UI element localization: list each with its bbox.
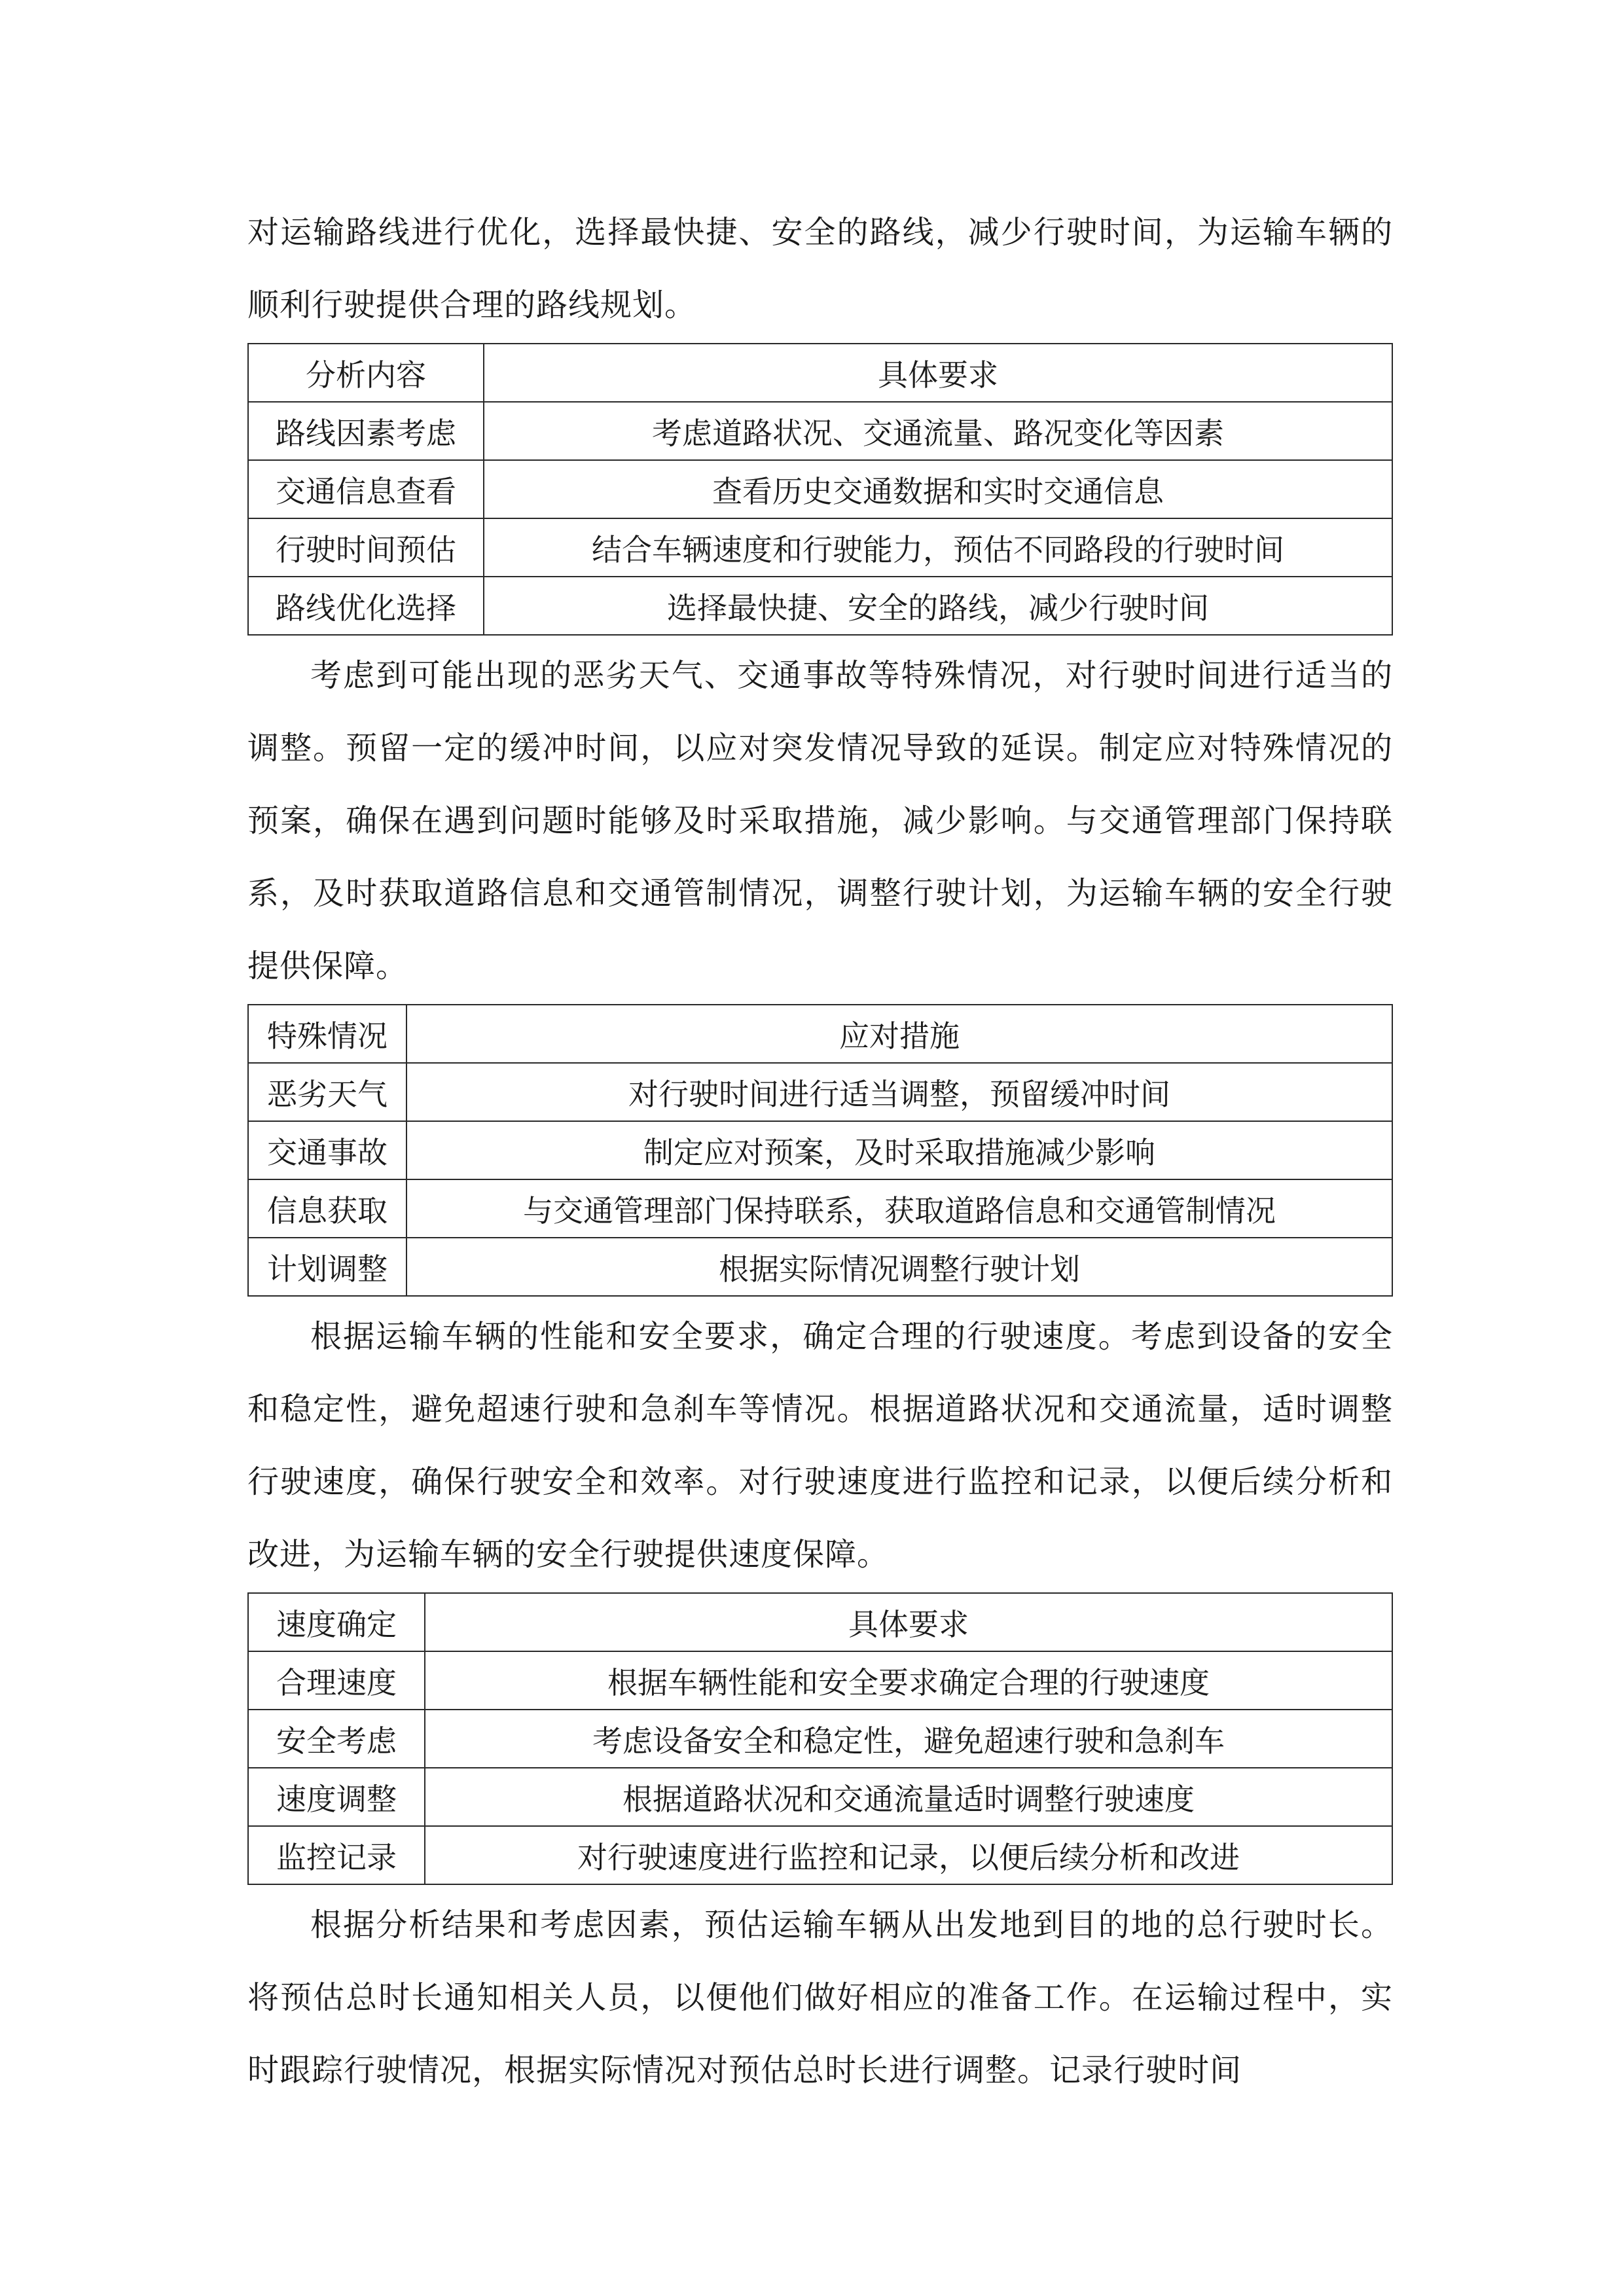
table-route-analysis bbox=[247, 343, 1393, 636]
table-cell: 选择最快捷、安全的路线，减少行驶时间 bbox=[484, 577, 1392, 635]
table-cell: 信息获取 bbox=[248, 1179, 406, 1238]
table-cell: 路线优化选择 bbox=[248, 577, 484, 635]
table-cell: 恶劣天气 bbox=[248, 1063, 406, 1121]
table-cell: 交通事故 bbox=[248, 1121, 406, 1179]
document-page bbox=[247, 196, 1393, 2107]
table-header-cell: 具体要求 bbox=[425, 1593, 1392, 1651]
table-cell: 行驶时间预估 bbox=[248, 518, 484, 577]
table-cell: 安全考虑 bbox=[248, 1710, 425, 1768]
table-row bbox=[248, 1238, 1392, 1296]
table-header-cell: 速度确定 bbox=[248, 1593, 425, 1651]
table-header-cell: 具体要求 bbox=[484, 344, 1392, 402]
table-row bbox=[248, 1063, 1392, 1121]
table-cell: 根据车辆性能和安全要求确定合理的行驶速度 bbox=[425, 1651, 1392, 1710]
table-header-row bbox=[248, 344, 1392, 402]
table-row bbox=[248, 1710, 1392, 1768]
table-cell: 监控记录 bbox=[248, 1826, 425, 1884]
table-header-cell: 应对措施 bbox=[406, 1005, 1392, 1063]
table-cell: 制定应对预案，及时采取措施减少影响 bbox=[406, 1121, 1392, 1179]
table-cell: 根据实际情况调整行驶计划 bbox=[406, 1238, 1392, 1296]
paragraph-route-optimization: 对运输路线进行优化，选择最快捷、安全的路线，减少行驶时间，为运输车辆的顺利行驶提供合理的路线规划。 bbox=[247, 214, 1393, 323]
table-cell: 考虑设备安全和稳定性，避免超速行驶和急刹车 bbox=[425, 1710, 1392, 1768]
table-header-cell: 特殊情况 bbox=[248, 1005, 406, 1063]
table-row bbox=[248, 460, 1392, 518]
table-row bbox=[248, 1121, 1392, 1179]
table-row bbox=[248, 577, 1392, 635]
table-cell: 对行驶速度进行监控和记录，以便后续分析和改进 bbox=[425, 1826, 1392, 1884]
table-cell: 速度调整 bbox=[248, 1768, 425, 1826]
table-row bbox=[248, 1651, 1392, 1710]
table-cell: 路线因素考虑 bbox=[248, 402, 484, 460]
table-header-row bbox=[248, 1593, 1392, 1651]
paragraph-driving-speed: 根据运输车辆的性能和安全要求，确定合理的行驶速度。考虑到设备的安全和稳定性，避免超速行驶和急刹车等情况。根据道路状况和交通流量，适时调整行驶速度，确保行驶安全和效率。对行驶速度进行监控和记录，以便后续分析和改进，为运输车辆的安全行驶提供速度保障。 bbox=[247, 1318, 1393, 1573]
table-row bbox=[248, 518, 1392, 577]
table-speed-requirements bbox=[247, 1592, 1393, 1885]
table-special-conditions bbox=[247, 1004, 1393, 1297]
table-cell: 根据道路状况和交通流量适时调整行驶速度 bbox=[425, 1768, 1392, 1826]
table-row bbox=[248, 1179, 1392, 1238]
table-cell: 对行驶时间进行适当调整，预留缓冲时间 bbox=[406, 1063, 1392, 1121]
table-cell: 与交通管理部门保持联系，获取道路信息和交通管制情况 bbox=[406, 1179, 1392, 1238]
table-row bbox=[248, 1826, 1392, 1884]
table-cell: 交通信息查看 bbox=[248, 460, 484, 518]
table-header-cell: 分析内容 bbox=[248, 344, 484, 402]
paragraph-total-duration: 根据分析结果和考虑因素，预估运输车辆从出发地到目的地的总行驶时长。将预估总时长通知相关人员，以便他们做好相应的准备工作。在运输过程中，实时跟踪行驶情况，根据实际情况对预估总时长进行调整。记录行驶时间 bbox=[247, 1907, 1393, 2089]
paragraph-special-conditions: 考虑到可能出现的恶劣天气、交通事故等特殊情况，对行驶时间进行适当的调整。预留一定的缓冲时间，以应对突发情况导致的延误。制定应对特殊情况的预案，确保在遇到问题时能够及时采取措施，减少影响。与交通管理部门保持联系，及时获取道路信息和交通管制情况，调整行驶计划，为运输车辆的安全行驶提供保障。 bbox=[247, 657, 1393, 984]
table-cell: 考虑道路状况、交通流量、路况变化等因素 bbox=[484, 402, 1392, 460]
table-header-row bbox=[248, 1005, 1392, 1063]
table-cell: 合理速度 bbox=[248, 1651, 425, 1710]
table-cell: 查看历史交通数据和实时交通信息 bbox=[484, 460, 1392, 518]
table-cell: 计划调整 bbox=[248, 1238, 406, 1296]
table-row bbox=[248, 1768, 1392, 1826]
table-row bbox=[248, 402, 1392, 460]
table-cell: 结合车辆速度和行驶能力，预估不同路段的行驶时间 bbox=[484, 518, 1392, 577]
